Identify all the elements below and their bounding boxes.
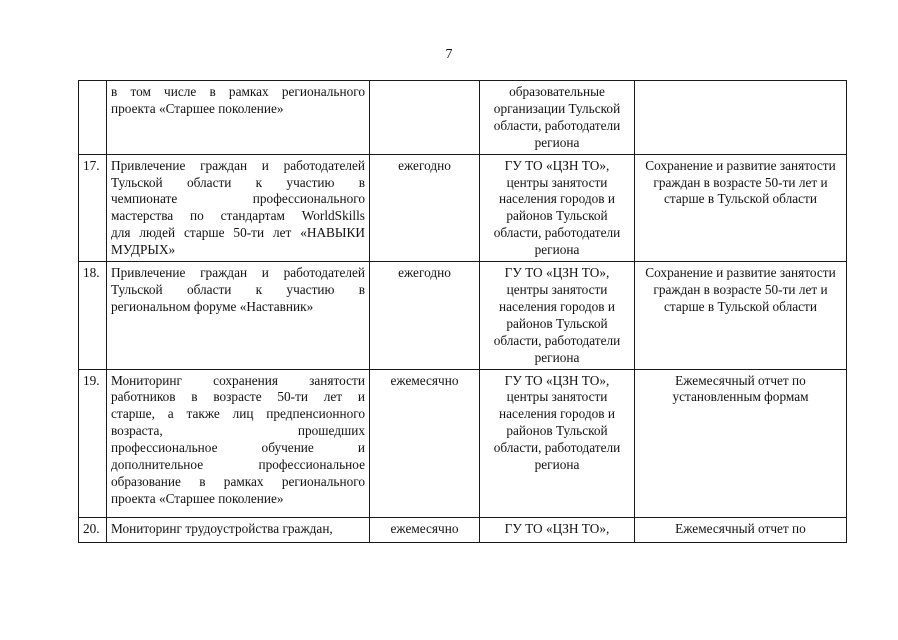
table-row xyxy=(79,262,847,369)
activity-line: региональном форуме «Наставник» xyxy=(111,298,314,314)
table-row xyxy=(79,154,847,261)
activity-line: Привлечение граждан и работодателей xyxy=(111,157,365,173)
result-cell: Ежемесячный отчет по xyxy=(635,517,847,542)
measures-table xyxy=(78,80,847,543)
row-number: 18. xyxy=(79,262,107,369)
activity-cell xyxy=(107,517,370,542)
activity-line: Мониторинг сохранения занятости xyxy=(111,372,365,388)
row-number: 19. xyxy=(79,369,107,517)
result-cell: Сохранение и развитие занятости граждан в возрасте 50-ти лет и старше в Тульской области xyxy=(635,262,847,369)
activity-line: проекта «Старшее поколение» xyxy=(111,490,284,506)
activity-cell xyxy=(107,154,370,261)
activity-line: для людей старше 50-ти лет «НАВЫКИ xyxy=(111,225,365,241)
activity-line: образование в рамках регионального xyxy=(111,473,365,489)
term-cell: ежемесячно xyxy=(370,517,480,542)
result-cell xyxy=(635,81,847,155)
activity-line: Тульской области к участию в xyxy=(111,174,365,190)
activity-line: работников в возрасте 50-ти лет и xyxy=(111,389,365,405)
activity-line: МУДРЫХ» xyxy=(111,242,176,258)
table-row xyxy=(79,517,847,542)
responsible-cell: ГУ ТО «ЦЗН ТО», xyxy=(480,517,635,542)
responsible-cell: образовательные организации Тульской области, работодатели региона xyxy=(480,81,635,155)
activity-line: Тульской области к участию в xyxy=(111,281,365,297)
responsible-cell: ГУ ТО «ЦЗН ТО», центры занятости населения городов и районов Тульской области, работодатели региона xyxy=(480,154,635,261)
term-cell: ежегодно xyxy=(370,262,480,369)
activity-line: Привлечение граждан и работодателей xyxy=(111,265,365,281)
row-number xyxy=(79,81,107,155)
result-cell: Ежемесячный отчет по установленным формам xyxy=(635,369,847,517)
activity-line: в том числе в рамках регионального xyxy=(111,84,365,99)
table-row xyxy=(79,81,847,155)
responsible-cell: ГУ ТО «ЦЗН ТО», центры занятости населения городов и районов Тульской области, работодатели региона xyxy=(480,262,635,369)
activity-line: дополнительное профессиональное xyxy=(111,457,365,473)
row-number: 20. xyxy=(79,517,107,542)
responsible-cell: ГУ ТО «ЦЗН ТО», центры занятости населения городов и районов Тульской области, работодатели региона xyxy=(480,369,635,517)
activity-line: чемпионате профессионального xyxy=(111,191,365,207)
activity-line: возраста, прошедших xyxy=(111,423,365,439)
page-number: 7 xyxy=(445,47,453,62)
activity-cell xyxy=(107,81,370,155)
term-cell: ежегодно xyxy=(370,154,480,261)
activity-cell xyxy=(107,369,370,517)
table-row xyxy=(79,369,847,517)
term-cell: ежемесячно xyxy=(370,369,480,517)
activity-line: Мониторинг трудоустройства граждан, xyxy=(111,520,333,536)
activity-cell xyxy=(107,262,370,369)
activity-line: мастерства по стандартам WorldSkills xyxy=(111,208,365,224)
activity-line: старше, а также лиц предпенсионного xyxy=(111,406,365,422)
row-number: 17. xyxy=(79,154,107,261)
activity-line: проекта «Старшее поколение» xyxy=(111,100,284,116)
term-cell xyxy=(370,81,480,155)
activity-line: профессиональное обучение и xyxy=(111,440,365,456)
result-cell: Сохранение и развитие занятости граждан в возрасте 50-ти лет и старше в Тульской области xyxy=(635,154,847,261)
